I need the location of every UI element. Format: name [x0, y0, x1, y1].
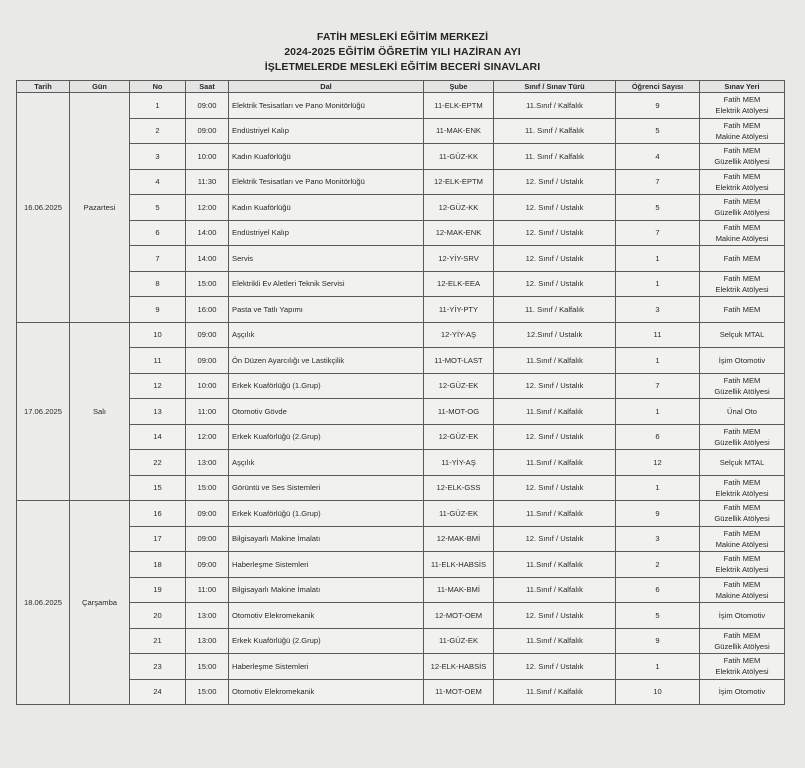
exam-place-line: Fatih MEM: [723, 253, 761, 263]
exam-place-line: Fatih MEM: [723, 304, 761, 314]
exam-place-line: Güzellik Atölyesi: [714, 208, 770, 218]
date-cell: 18.06.2025: [17, 501, 70, 705]
exam-place-line: Ünal Oto: [727, 406, 757, 416]
no-cell: 16: [130, 501, 186, 527]
section-cell: 12-ELK-GSS: [424, 475, 494, 501]
table-row: [17, 399, 785, 425]
branch-cell: Elektrikli Ev Aletleri Teknik Servisi: [229, 271, 424, 297]
branch-cell: Otomotiv Elekromekanik: [229, 679, 424, 705]
no-cell: 24: [130, 679, 186, 705]
time-cell: 13:00: [186, 628, 229, 654]
exam-place-line: Fatih MEM: [723, 426, 761, 436]
no-cell: 2: [130, 118, 186, 144]
exam-place-line: İşim Otomotiv: [718, 355, 766, 365]
branch-cell: Endüstriyel Kalıp: [229, 118, 424, 144]
no-cell: 6: [130, 220, 186, 246]
exam-place-cell: [700, 603, 785, 629]
branch-cell: Erkek Kuaförlüğü (1.Grup): [229, 373, 424, 399]
section-cell: 11-ELK-HABSİS: [424, 552, 494, 578]
branch-cell: Servis: [229, 246, 424, 272]
class-type-cell: 12. Sınıf / Ustalık: [494, 526, 616, 552]
column-header-class-type: Sınıf / Sınav Türü: [494, 81, 616, 93]
branch-cell: Erkek Kuaförlüğü (1.Grup): [229, 501, 424, 527]
class-type-cell: 11.Sınıf / Kalfalık: [494, 501, 616, 527]
section-cell: 12-MAK-ENK: [424, 220, 494, 246]
table-row: [17, 577, 785, 603]
exam-place-line: Fatih MEM: [723, 273, 761, 283]
time-cell: 14:00: [186, 220, 229, 246]
no-cell: 3: [130, 144, 186, 170]
student-count-cell: 1: [616, 348, 700, 374]
day-cell: Çarşamba: [70, 501, 130, 705]
branch-cell: Elektrik Tesisatları ve Pano Monitörlüğü: [229, 93, 424, 119]
student-count-cell: 6: [616, 577, 700, 603]
no-cell: 19: [130, 577, 186, 603]
exam-place-cell: [700, 424, 785, 450]
class-type-cell: 12. Sınıf / Ustalık: [494, 195, 616, 221]
time-cell: 10:00: [186, 373, 229, 399]
table-row: [17, 271, 785, 297]
branch-cell: Endüstriyel Kalıp: [229, 220, 424, 246]
exam-place-cell: [700, 93, 785, 119]
column-header-exam-place: Sınav Yeri: [700, 81, 785, 93]
section-cell: 11-MOT-LAST: [424, 348, 494, 374]
column-header-branch: Dal: [229, 81, 424, 93]
branch-cell: Kadın Kuaförlüğü: [229, 195, 424, 221]
section-cell: 11-MOT-OEM: [424, 679, 494, 705]
exam-place-line: Fatih MEM: [723, 120, 761, 130]
no-cell: 4: [130, 169, 186, 195]
column-header-date: Tarih: [17, 81, 70, 93]
exam-place-cell: [700, 628, 785, 654]
section-cell: 12-YİY-SRV: [424, 246, 494, 272]
student-count-cell: 9: [616, 501, 700, 527]
class-type-cell: 12. Sınıf / Ustalık: [494, 603, 616, 629]
exam-place-cell: [700, 220, 785, 246]
table-row: [17, 552, 785, 578]
no-cell: 5: [130, 195, 186, 221]
student-count-cell: 10: [616, 679, 700, 705]
section-cell: 11-GÜZ-KK: [424, 144, 494, 170]
exam-place-line: Fatih MEM: [723, 171, 761, 181]
exam-place-line: Elektrik Atölyesi: [715, 182, 769, 192]
time-cell: 12:00: [186, 195, 229, 221]
table-row: [17, 297, 785, 323]
exam-place-line: Makine Atölyesi: [715, 539, 769, 549]
table-body: [17, 93, 785, 705]
time-cell: 15:00: [186, 475, 229, 501]
branch-cell: Erkek Kuaförlüğü (2.Grup): [229, 424, 424, 450]
class-type-cell: 12. Sınıf / Ustalık: [494, 654, 616, 680]
exam-place-line: Makine Atölyesi: [715, 590, 769, 600]
table-row: [17, 450, 785, 476]
header-exam-title: İŞLETMELERDE MESLEKİ EĞİTİM BECERİ SINAVLARI: [264, 61, 541, 73]
exam-place-cell: [700, 526, 785, 552]
exam-place-cell: [700, 322, 785, 348]
section-cell: 12-GÜZ-EK: [424, 424, 494, 450]
section-cell: 11-MAK-ENK: [424, 118, 494, 144]
time-cell: 15:00: [186, 654, 229, 680]
no-cell: 12: [130, 373, 186, 399]
student-count-cell: 9: [616, 628, 700, 654]
branch-cell: Otomotiv Gövde: [229, 399, 424, 425]
student-count-cell: 7: [616, 220, 700, 246]
time-cell: 16:00: [186, 297, 229, 323]
student-count-cell: 6: [616, 424, 700, 450]
table-row: [17, 679, 785, 705]
class-type-cell: 12. Sınıf / Ustalık: [494, 424, 616, 450]
header-institution: FATİH MESLEKİ EĞİTİM MERKEZİ: [316, 31, 489, 43]
table-row: [17, 144, 785, 170]
time-cell: 12:00: [186, 424, 229, 450]
student-count-cell: 7: [616, 169, 700, 195]
table-row: [17, 501, 785, 527]
no-cell: 21: [130, 628, 186, 654]
table-row: [17, 246, 785, 272]
student-count-cell: 2: [616, 552, 700, 578]
no-cell: 23: [130, 654, 186, 680]
exam-place-line: Güzellik Atölyesi: [714, 157, 770, 167]
table-row: [17, 603, 785, 629]
exam-place-line: Fatih MEM: [723, 656, 761, 666]
table-row: [17, 348, 785, 374]
exam-place-cell: [700, 679, 785, 705]
class-type-cell: 11. Sınıf / Kalfalık: [494, 297, 616, 323]
exam-place-line: Fatih MEM: [723, 95, 761, 105]
exam-place-line: Fatih MEM: [723, 579, 761, 589]
no-cell: 22: [130, 450, 186, 476]
class-type-cell: 12.Sınıf / Ustalık: [494, 322, 616, 348]
column-header-section: Şube: [424, 81, 494, 93]
exam-place-line: Güzellik Atölyesi: [714, 641, 770, 651]
branch-cell: Haberleşme Sistemleri: [229, 654, 424, 680]
header-row: [17, 81, 785, 93]
exam-place-line: Güzellik Atölyesi: [714, 437, 770, 447]
table-row: [17, 195, 785, 221]
no-cell: 18: [130, 552, 186, 578]
time-cell: 09:00: [186, 93, 229, 119]
no-cell: 15: [130, 475, 186, 501]
class-type-cell: 11. Sınıf / Kalfalık: [494, 118, 616, 144]
branch-cell: Erkek Kuaförlüğü (2.Grup): [229, 628, 424, 654]
no-cell: 14: [130, 424, 186, 450]
student-count-cell: 5: [616, 603, 700, 629]
time-cell: 09:00: [186, 118, 229, 144]
branch-cell: Pasta ve Tatlı Yapımı: [229, 297, 424, 323]
class-type-cell: 11.Sınıf / Kalfalık: [494, 552, 616, 578]
class-type-cell: 12. Sınıf / Ustalık: [494, 220, 616, 246]
class-type-cell: 11. Sınıf / Kalfalık: [494, 144, 616, 170]
exam-place-cell: [700, 577, 785, 603]
section-cell: 11-GÜZ-EK: [424, 501, 494, 527]
time-cell: 14:00: [186, 246, 229, 272]
branch-cell: Otomotiv Elekromekanik: [229, 603, 424, 629]
exam-place-line: Fatih MEM: [723, 477, 761, 487]
exam-place-line: Fatih MEM: [723, 146, 761, 156]
exam-place-line: Fatih MEM: [723, 197, 761, 207]
section-cell: 11-YİY-PTY: [424, 297, 494, 323]
class-type-cell: 11.Sınıf / Kalfalık: [494, 450, 616, 476]
table-row: [17, 526, 785, 552]
exam-place-line: Fatih MEM: [723, 375, 761, 385]
day-cell: Salı: [70, 322, 130, 501]
class-type-cell: 12. Sınıf / Ustalık: [494, 475, 616, 501]
student-count-cell: 1: [616, 475, 700, 501]
table-row: [17, 118, 785, 144]
exam-place-cell: [700, 373, 785, 399]
branch-cell: Görüntü ve Ses Sistemleri: [229, 475, 424, 501]
exam-place-cell: [700, 169, 785, 195]
time-cell: 11:00: [186, 399, 229, 425]
exam-place-line: Güzellik Atölyesi: [714, 386, 770, 396]
class-type-cell: 11.Sınıf / Kalfalık: [494, 348, 616, 374]
exam-place-line: Fatih MEM: [723, 630, 761, 640]
table-row: [17, 220, 785, 246]
class-type-cell: 12. Sınıf / Ustalık: [494, 271, 616, 297]
class-type-cell: 12. Sınıf / Ustalık: [494, 169, 616, 195]
no-cell: 17: [130, 526, 186, 552]
time-cell: 09:00: [186, 348, 229, 374]
class-type-cell: 12. Sınıf / Ustalık: [494, 373, 616, 399]
no-cell: 20: [130, 603, 186, 629]
section-cell: 11-MOT-OG: [424, 399, 494, 425]
column-header-no: No: [130, 81, 186, 93]
no-cell: 1: [130, 93, 186, 119]
student-count-cell: 12: [616, 450, 700, 476]
time-cell: 10:00: [186, 144, 229, 170]
exam-place-cell: [700, 348, 785, 374]
student-count-cell: 1: [616, 654, 700, 680]
branch-cell: Kadın Kuaförlüğü: [229, 144, 424, 170]
student-count-cell: 9: [616, 93, 700, 119]
exam-place-line: Selçuk MTAL: [719, 457, 765, 467]
student-count-cell: 5: [616, 118, 700, 144]
class-type-cell: 11.Sınıf / Kalfalık: [494, 628, 616, 654]
exam-place-line: Elektrik Atölyesi: [715, 284, 769, 294]
time-cell: 15:00: [186, 679, 229, 705]
exam-place-line: Makine Atölyesi: [715, 233, 769, 243]
time-cell: 11:00: [186, 577, 229, 603]
exam-place-cell: [700, 246, 785, 272]
branch-cell: Bilgisayarlı Makine İmalatı: [229, 526, 424, 552]
exam-place-line: Fatih MEM: [723, 503, 761, 513]
header-academic-year: 2024-2025 EĞİTİM ÖĞRETİM YILI HAZİRAN AYI: [284, 46, 521, 58]
document-header: [0, 30, 805, 75]
time-cell: 09:00: [186, 322, 229, 348]
no-cell: 13: [130, 399, 186, 425]
student-count-cell: 1: [616, 246, 700, 272]
branch-cell: Aşçılık: [229, 450, 424, 476]
student-count-cell: 3: [616, 526, 700, 552]
section-cell: 11-YİY-AŞ: [424, 450, 494, 476]
time-cell: 13:00: [186, 603, 229, 629]
branch-cell: Elektrik Tesisatları ve Pano Monitörlüğü: [229, 169, 424, 195]
exam-place-cell: [700, 144, 785, 170]
exam-place-line: Elektrik Atölyesi: [715, 667, 769, 677]
section-cell: 12-ELK-HABSİS: [424, 654, 494, 680]
student-count-cell: 1: [616, 271, 700, 297]
table-row: [17, 628, 785, 654]
exam-place-line: Fatih MEM: [723, 554, 761, 564]
no-cell: 9: [130, 297, 186, 323]
section-cell: 11-GÜZ-EK: [424, 628, 494, 654]
table-header: [17, 81, 785, 93]
day-cell: Pazartesi: [70, 93, 130, 323]
time-cell: 13:00: [186, 450, 229, 476]
column-header-time: Saat: [186, 81, 229, 93]
no-cell: 10: [130, 322, 186, 348]
class-type-cell: 11.Sınıf / Kalfalık: [494, 679, 616, 705]
time-cell: 09:00: [186, 552, 229, 578]
exam-place-line: İşim Otomotiv: [718, 687, 766, 697]
student-count-cell: 5: [616, 195, 700, 221]
student-count-cell: 7: [616, 373, 700, 399]
time-cell: 09:00: [186, 526, 229, 552]
section-cell: 12-ELK-EEA: [424, 271, 494, 297]
exam-place-cell: [700, 450, 785, 476]
student-count-cell: 4: [616, 144, 700, 170]
time-cell: 15:00: [186, 271, 229, 297]
exam-place-line: Selçuk MTAL: [719, 330, 765, 340]
no-cell: 8: [130, 271, 186, 297]
exam-place-line: Elektrik Atölyesi: [715, 565, 769, 575]
table-row: [17, 654, 785, 680]
class-type-cell: 12. Sınıf / Ustalık: [494, 246, 616, 272]
class-type-cell: 11.Sınıf / Kalfalık: [494, 93, 616, 119]
section-cell: 12-ELK-EPTM: [424, 169, 494, 195]
section-cell: 12-GÜZ-EK: [424, 373, 494, 399]
exam-place-cell: [700, 501, 785, 527]
table-row: [17, 93, 785, 119]
table-row: [17, 373, 785, 399]
no-cell: 11: [130, 348, 186, 374]
student-count-cell: 1: [616, 399, 700, 425]
column-header-day: Gün: [70, 81, 130, 93]
exam-place-line: Fatih MEM: [723, 222, 761, 232]
no-cell: 7: [130, 246, 186, 272]
exam-place-cell: [700, 195, 785, 221]
exam-place-cell: [700, 271, 785, 297]
table-row: [17, 169, 785, 195]
exam-place-line: Elektrik Atölyesi: [715, 488, 769, 498]
exam-place-line: Elektrik Atölyesi: [715, 106, 769, 116]
exam-place-cell: [700, 399, 785, 425]
class-type-cell: 11.Sınıf / Kalfalık: [494, 577, 616, 603]
student-count-cell: 3: [616, 297, 700, 323]
exam-place-cell: [700, 654, 785, 680]
section-cell: 11-ELK-EPTM: [424, 93, 494, 119]
section-cell: 12-MAK-BMİ: [424, 526, 494, 552]
branch-cell: Aşçılık: [229, 322, 424, 348]
date-cell: 16.06.2025: [17, 93, 70, 323]
table-row: [17, 424, 785, 450]
exam-place-line: Fatih MEM: [723, 528, 761, 538]
table-row: [17, 322, 785, 348]
exam-place-cell: [700, 475, 785, 501]
section-cell: 12-YİY-AŞ: [424, 322, 494, 348]
exam-schedule-table: [16, 80, 785, 705]
time-cell: 11:30: [186, 169, 229, 195]
exam-place-cell: [700, 297, 785, 323]
exam-place-cell: [700, 118, 785, 144]
exam-place-cell: [700, 552, 785, 578]
exam-place-line: Makine Atölyesi: [715, 131, 769, 141]
date-cell: 17.06.2025: [17, 322, 70, 501]
section-cell: 12-GÜZ-KK: [424, 195, 494, 221]
branch-cell: Bilgisayarlı Makine İmalatı: [229, 577, 424, 603]
exam-place-line: Güzellik Atölyesi: [714, 514, 770, 524]
student-count-cell: 11: [616, 322, 700, 348]
column-header-student-count: Öğrenci Sayısı: [616, 81, 700, 93]
branch-cell: Ön Düzen Ayarcılığı ve Lastikçilik: [229, 348, 424, 374]
section-cell: 11-MAK-BMİ: [424, 577, 494, 603]
time-cell: 09:00: [186, 501, 229, 527]
section-cell: 12-MOT-OEM: [424, 603, 494, 629]
table-row: [17, 475, 785, 501]
exam-place-line: İşim Otomotiv: [718, 610, 766, 620]
class-type-cell: 11.Sınıf / Kalfalık: [494, 399, 616, 425]
branch-cell: Haberleşme Sistemleri: [229, 552, 424, 578]
